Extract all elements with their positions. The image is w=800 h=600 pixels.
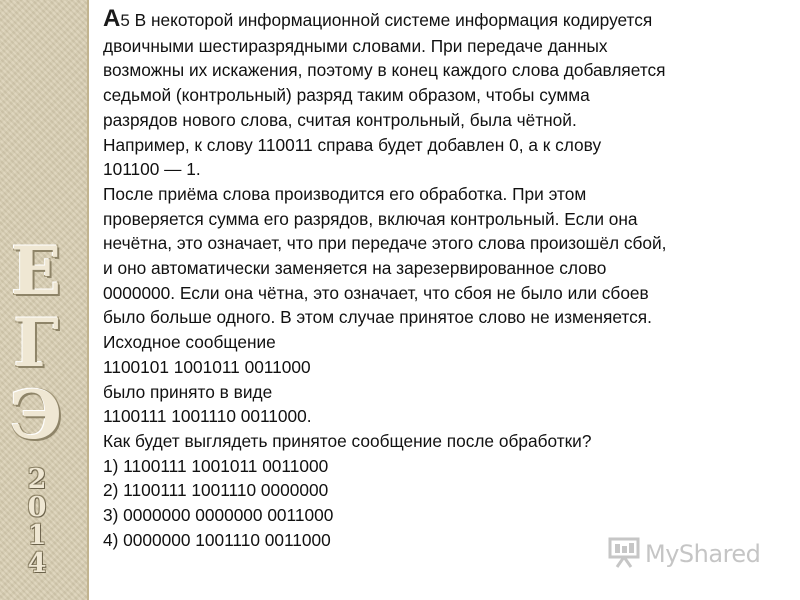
answer-option-1: 1) 1100111 1001011 0011000 <box>103 455 329 476</box>
task-line: и оно автоматически заменяется на зарезервированное слово <box>103 258 607 279</box>
watermark-text: MyShared <box>645 540 761 568</box>
year-digit-2: 0 <box>27 492 47 523</box>
task-first-line <box>103 5 793 34</box>
sidebar-edge <box>87 0 89 600</box>
task-line: Как будет выглядеть принятое сообщение после обработки? <box>103 430 592 451</box>
task-line: 1100111 1001110 0011000. <box>103 406 312 427</box>
task-line: было принято в виде <box>103 381 273 402</box>
task-line: 101100 — 1. <box>103 159 201 180</box>
task-line: проверяется сумма его разрядов, включая контрольный. Если она <box>103 208 638 229</box>
task-line: Например, к слову 110011 справа будет добавлен 0, а к слову <box>103 134 602 155</box>
task-content <box>103 5 793 552</box>
task-line: седьмой (контрольный) разряд таким образом, чтобы сумма <box>103 85 590 106</box>
task-line: Исходное сообщение <box>103 332 276 353</box>
myshared-watermark <box>607 536 760 572</box>
answer-option-4: 4) 0000000 1001110 0011000 <box>103 529 331 550</box>
sidebar <box>0 0 89 600</box>
task-line: 0000000. Если она чётна, это означает, что сбоя не было или сбоев <box>103 282 649 303</box>
year-digit-1: 2 <box>27 464 47 495</box>
task-line: было больше одного. В этом случае принятое слово не изменяется. <box>103 307 652 328</box>
task-line: двоичными шестиразрядными словами. При передаче данных <box>103 35 608 56</box>
task-label-letter: А <box>103 5 121 32</box>
ege-letter-e-reversed: Э <box>9 376 63 454</box>
answer-option-3: 3) 0000000 0000000 0011000 <box>103 505 334 526</box>
answer-option-2: 2) 1100111 1001110 0000000 <box>103 480 329 501</box>
task-line: нечётна, это означает, что при передаче этого слова произошёл сбой, <box>103 233 667 254</box>
ege-letter-g: Г <box>13 304 59 382</box>
task-label-number: 5 <box>120 11 130 30</box>
ege-letter-e: Е <box>10 232 62 310</box>
task-first-line-text: В некоторой информационной системе информация кодируется <box>129 10 653 30</box>
task-line: разрядов нового слова, считая контрольный, была чётной. <box>103 109 577 130</box>
task-line: возможны их искажения, поэтому в конец каждого слова добавляется <box>103 60 666 81</box>
year-digit-3: 1 <box>27 520 47 551</box>
task-line: 1100101 1001011 0011000 <box>103 356 311 377</box>
year-digit-4: 4 <box>27 548 47 579</box>
task-line: После приёма слова производится его обработка. При этом <box>103 183 587 204</box>
presentation-board-icon <box>607 535 641 574</box>
